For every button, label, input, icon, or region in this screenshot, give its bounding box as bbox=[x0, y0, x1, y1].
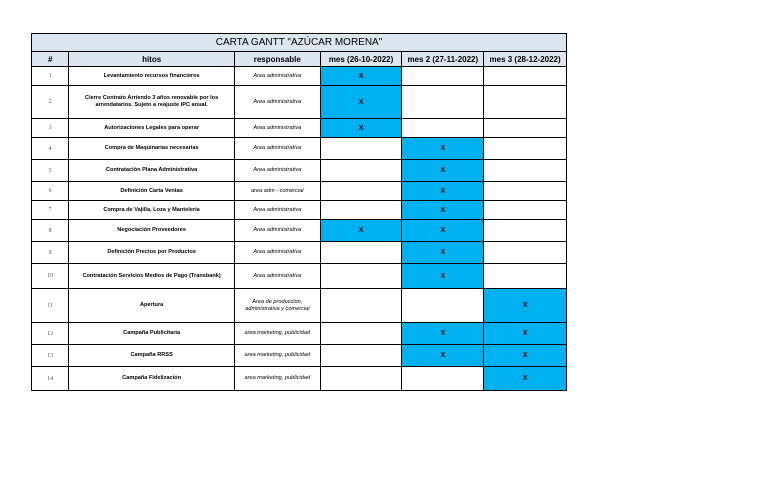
table-row bbox=[32, 67, 567, 86]
row-mes1-cell bbox=[320, 323, 402, 345]
row-mes1-cell bbox=[320, 138, 402, 160]
row-mes3-cell bbox=[484, 201, 567, 220]
row-mes1-cell bbox=[320, 182, 402, 201]
row-mes2-cell: X bbox=[402, 138, 484, 160]
row-number: 11 bbox=[32, 289, 69, 323]
row-responsable: Area administrativa bbox=[234, 201, 320, 220]
row-hito: Autorizaciones Legales para operar bbox=[69, 119, 235, 138]
row-mes1-cell bbox=[320, 289, 402, 323]
row-responsable: Area administrativa bbox=[234, 138, 320, 160]
row-mes1-cell bbox=[320, 345, 402, 367]
row-mes2-cell: X bbox=[402, 182, 484, 201]
header-responsable: responsable bbox=[234, 52, 320, 67]
row-hito: Compra de Vajilla, Loza y Manteleria bbox=[69, 201, 235, 220]
row-number: 6 bbox=[32, 182, 69, 201]
row-mes1-cell: X bbox=[320, 67, 402, 86]
row-number: 4 bbox=[32, 138, 69, 160]
row-number: 7 bbox=[32, 201, 69, 220]
row-responsable: Area administrativa bbox=[234, 242, 320, 264]
row-responsable: Area administrativa bbox=[234, 86, 320, 119]
row-mes3-cell bbox=[484, 86, 567, 119]
header-num: # bbox=[32, 52, 69, 67]
row-mes2-cell: X bbox=[402, 264, 484, 289]
row-mes1-cell bbox=[320, 264, 402, 289]
row-number: 1 bbox=[32, 67, 69, 86]
gantt-table bbox=[31, 33, 567, 391]
row-number: 9 bbox=[32, 242, 69, 264]
row-mes2-cell: X bbox=[402, 220, 484, 242]
row-mes1-cell bbox=[320, 367, 402, 391]
row-responsable: Area administrativa bbox=[234, 119, 320, 138]
row-responsable: area marketing, publicidad bbox=[234, 367, 320, 391]
row-responsable: Area administrativa bbox=[234, 160, 320, 182]
row-hito: Campaña RRSS bbox=[69, 345, 235, 367]
row-mes1-cell bbox=[320, 160, 402, 182]
row-responsable: Area administrativa bbox=[234, 264, 320, 289]
row-number: 14 bbox=[32, 367, 69, 391]
table-row bbox=[32, 264, 567, 289]
row-number: 12 bbox=[32, 323, 69, 345]
row-hito: Campaña Publicitaria bbox=[69, 323, 235, 345]
row-mes3-cell: X bbox=[484, 289, 567, 323]
row-hito: Campaña Fidelización bbox=[69, 367, 235, 391]
row-mes2-cell bbox=[402, 86, 484, 119]
row-mes1-cell: X bbox=[320, 119, 402, 138]
table-row bbox=[32, 220, 567, 242]
row-mes2-cell: X bbox=[402, 345, 484, 367]
row-mes3-cell: X bbox=[484, 367, 567, 391]
row-hito: Definición Precios por Productos bbox=[69, 242, 235, 264]
table-row bbox=[32, 182, 567, 201]
row-mes3-cell bbox=[484, 182, 567, 201]
row-mes3-cell bbox=[484, 67, 567, 86]
row-mes2-cell bbox=[402, 367, 484, 391]
row-number: 5 bbox=[32, 160, 69, 182]
row-mes3-cell bbox=[484, 119, 567, 138]
row-mes3-cell bbox=[484, 160, 567, 182]
table-row bbox=[32, 160, 567, 182]
header-mes1: mes (26-10-2022) bbox=[320, 52, 402, 67]
row-hito: Contratación Plana Administrativa bbox=[69, 160, 235, 182]
row-number: 8 bbox=[32, 220, 69, 242]
row-mes1-cell bbox=[320, 201, 402, 220]
header-mes2: mes 2 (27-11-2022) bbox=[402, 52, 484, 67]
table-row bbox=[32, 289, 567, 323]
row-number: 13 bbox=[32, 345, 69, 367]
table-row bbox=[32, 242, 567, 264]
gantt-title: CARTA GANTT "AZÚCAR MORENA" bbox=[32, 34, 567, 52]
row-hito: Negociación Proveedores bbox=[69, 220, 235, 242]
header-hitos: hitos bbox=[69, 52, 235, 67]
row-mes2-cell: X bbox=[402, 201, 484, 220]
row-mes2-cell bbox=[402, 119, 484, 138]
header-mes3: mes 3 (28-12-2022) bbox=[484, 52, 567, 67]
table-row bbox=[32, 119, 567, 138]
row-responsable: area adm - comercial bbox=[234, 182, 320, 201]
row-responsable: Area administrativa bbox=[234, 67, 320, 86]
gantt-body bbox=[32, 67, 567, 391]
row-number: 2 bbox=[32, 86, 69, 119]
row-mes1-cell: X bbox=[320, 220, 402, 242]
row-mes3-cell bbox=[484, 220, 567, 242]
table-row bbox=[32, 201, 567, 220]
table-row bbox=[32, 367, 567, 391]
row-mes1-cell: X bbox=[320, 86, 402, 119]
row-responsable: area marketing, publicidad bbox=[234, 345, 320, 367]
table-row bbox=[32, 345, 567, 367]
row-mes3-cell: X bbox=[484, 323, 567, 345]
row-mes2-cell: X bbox=[402, 242, 484, 264]
row-mes2-cell bbox=[402, 289, 484, 323]
row-number: 3 bbox=[32, 119, 69, 138]
row-hito: Levantamiento recursos financieros bbox=[69, 67, 235, 86]
table-row bbox=[32, 323, 567, 345]
row-mes3-cell bbox=[484, 264, 567, 289]
table-row bbox=[32, 86, 567, 119]
row-hito: Contratación Servicios Medios de Pago (Transbank) bbox=[69, 264, 235, 289]
row-mes3-cell bbox=[484, 138, 567, 160]
row-mes3-cell bbox=[484, 242, 567, 264]
row-mes2-cell: X bbox=[402, 323, 484, 345]
row-hito: Apertura bbox=[69, 289, 235, 323]
row-hito: Definición Carta Ventas bbox=[69, 182, 235, 201]
row-mes3-cell: X bbox=[484, 345, 567, 367]
row-responsable: Area de produccion, administrativa y comercial bbox=[234, 289, 320, 323]
row-mes2-cell: X bbox=[402, 160, 484, 182]
row-responsable: Area administrativa bbox=[234, 220, 320, 242]
row-hito: Compra de Maquinarias necesarias bbox=[69, 138, 235, 160]
row-mes1-cell bbox=[320, 242, 402, 264]
row-number: 10 bbox=[32, 264, 69, 289]
table-row bbox=[32, 138, 567, 160]
row-hito: Cierre Contrato Arriendo 3 años renovable por los arrendatarios. Sujeto a reajuste IPC anual. bbox=[69, 86, 235, 119]
row-mes2-cell bbox=[402, 67, 484, 86]
row-responsable: area marketing, publicidad bbox=[234, 323, 320, 345]
